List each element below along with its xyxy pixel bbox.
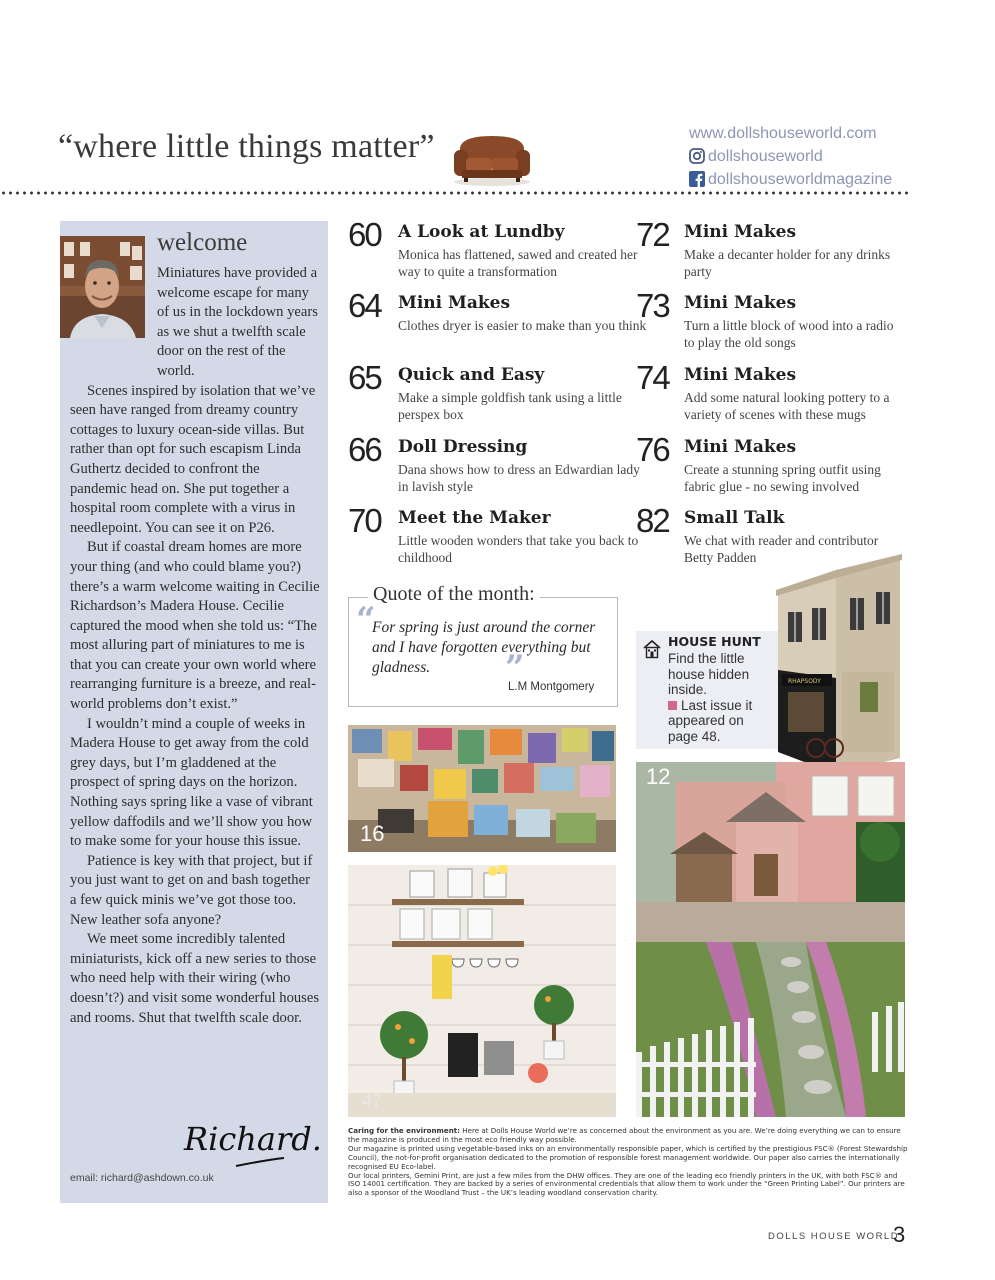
contents-description: Dana shows how to dress an Edwardian lady in lavish style [398,462,640,494]
contents-title: Mini Makes [684,437,797,457]
contents-title: Meet the Maker [398,508,551,528]
page-number: 3 [893,1222,906,1247]
environment-line: Here at Dolls House World we’re as concerned about the environment as you are. We’re doing everything we can to ensure the magazine is produced in the most eco friendly way possible. [348,1126,901,1144]
contents-title: Doll Dressing [398,437,528,457]
quote-text: For spring is just around the corner and I have forgotten everything but gladness. [372,619,596,676]
house-hunt-text [668,651,763,744]
contents-description: Create a stunning spring outfit using fabric glue - no sewing involved [684,462,881,494]
contents-title: A Look at Lundby [398,222,565,242]
contents-title: Quick and Easy [398,365,545,385]
quote-author: L.M Montgomery [508,681,595,693]
house-hunt-note-row [668,698,763,745]
environment-line: Our magazine is printed using vegetable-based inks on an environmentally responsible paper, which is certified by the prestigious FSC® (Forest Stewardship Council), the not-for-profit organisation dedicated to the promotion of responsible forest management worldwide. Our paper also carries the internationally recognised EU Eco-label. [348,1143,908,1171]
contents-description: Clothes dryer is easier to make than you think [398,318,647,333]
house-icon [643,639,661,659]
contact-links [689,122,903,191]
signature-text: Richard. [184,1120,322,1158]
dotted-divider [0,190,908,196]
facebook-link[interactable] [689,168,903,191]
welcome-paragraph: Scenes inspired by isolation that we’ve seen have ranged from dreamy country cottages to luxury ocean-side villas. But rather than opt for such escapism Linda Guthertz decided to confront the pandemic head on. She put together a hospital room complete with a virus in needlepoint. You can see it on P26. [70,382,316,536]
tagline: “where little things matter” [58,128,435,165]
leather-sofa-image [452,130,532,186]
contents-page-number: 76 [636,431,669,468]
welcome-title: welcome [157,229,248,256]
contents-page-number: 66 [348,431,381,468]
instagram-handle: dollshouseworld [708,148,823,165]
welcome-text [70,264,320,1028]
house-hunt-instruction: Find the little house hidden inside. [668,651,750,697]
garden-house-image [636,762,905,1117]
contents-title: Mini Makes [684,293,797,313]
website-link[interactable]: www.dollshouseworld.com [689,125,877,142]
environment-heading: Caring for the environment: [348,1126,460,1135]
gallery-page-number: 16 [360,821,385,846]
shop-building-image [776,552,906,778]
kitchen-page-number: 47 [362,1091,383,1111]
contents-description: Add some natural looking pottery to a variety of scenes with these mugs [684,390,890,422]
welcome-paragraph: We meet some incredibly talented miniaturists, kick off a new series to those who need help with their wiring (who doesn’t?) and visit some wonderful houses and rooms. Shut that twelfth scale door. [70,931,319,1026]
contents-description: Turn a little block of wood into a radio to play the old songs [684,318,894,350]
contents-description: Little wooden wonders that take you back to childhood [398,533,639,565]
magazine-name: DOLLS HOUSE WORLD [768,1231,900,1242]
environment-note [348,1127,908,1198]
contents-page-number: 65 [348,359,381,396]
facebook-handle: dollshouseworldmagazine [708,171,893,188]
welcome-paragraph: Miniatures have provided a welcome escape for many of us in the lockdown years as we shut a twelfth scale door on the rest of the world. [157,265,318,379]
house-hunt-note: Last issue it appeared on page 48. [668,697,753,744]
editor-email[interactable]: email: richard@ashdown.co.uk [70,1172,214,1184]
welcome-paragraph: I wouldn’t mind a couple of weeks in Madera House to get away from the cold grey days, but I’m gladdened at the prospect of spring days on the horizon. Nothing says spring like a vase of vibrant yellow daffodils and we’ll show you how to make some for your house this issue. [70,715,313,850]
instagram-icon [689,148,705,164]
environment-line: Our local printers, Gemini Print, are just a few miles from the DHW offices. They are one of the leading eco friendly printers in the UK, with both FSC® and ISO 14001 certification. They are backed by a series of environmental credentials that allow them to work under the “Green Printing Label”. Our printers are also a sponsor of the Woodland Trust – the UK’s leading woodland conservation charity. [348,1170,905,1198]
signature [176,1108,326,1180]
instagram-link[interactable] [689,145,903,168]
contents-page-number: 74 [636,359,669,396]
kitchen-shelf-image [348,865,616,1117]
contents-title: Small Talk [684,508,785,528]
quote-open-mark-icon: “ [356,600,376,640]
garden-page-number: 12 [646,764,671,789]
quote-heading: Quote of the month: [368,583,540,606]
contents-page-number: 82 [636,502,669,539]
facebook-icon [689,171,705,187]
contents-description: Make a simple goldfish tank using a little perspex box [398,390,622,422]
contents-page-number: 64 [348,287,381,324]
welcome-paragraph: But if coastal dream homes are more your thing (and who could blame you?) there’s a warm welcome waiting in Cecilie Richardson’s Madera House. Cecilie captured the mood when she told us: “The most alluring part of miniatures to me is that you can create your own world where rearranging furniture is a breeze, and real-world problems don’t exist.” [70,539,320,713]
contents-page-number: 70 [348,502,381,539]
contents-page-number: 73 [636,287,669,324]
shop-sign: RHAPSODY [788,678,821,685]
pink-square-icon [668,701,677,710]
contents-description: Monica has flattened, sawed and created her way to quite a transformation [398,247,638,279]
art-gallery-image [348,725,616,852]
contents-page-number: 60 [348,216,381,253]
house-hunt-title: HOUSE HUNT [668,634,761,649]
contents-title: Mini Makes [684,365,797,385]
quote-close-mark-icon: ” [505,648,525,688]
contents-description: Make a decanter holder for any drinks party [684,247,891,279]
contents-title: Mini Makes [398,293,511,313]
welcome-paragraph: Patience is key with that project, but if you just want to get on and bash together a few quick minis we’ve got those too. New leather sofa anyone? [70,852,313,928]
contents-page-number: 72 [636,216,669,253]
contents-description: We chat with reader and contributor Betty Padden [684,533,879,565]
contents-title: Mini Makes [684,222,797,242]
